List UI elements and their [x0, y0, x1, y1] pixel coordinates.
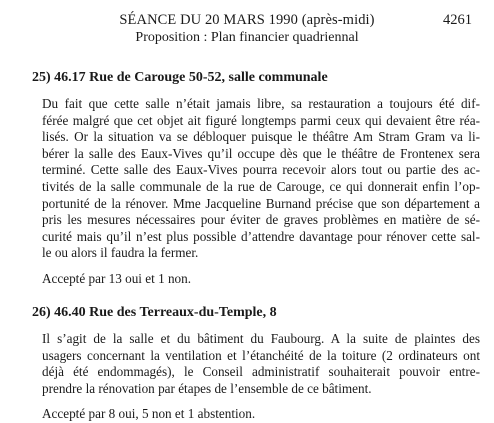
- section-heading: 26) 46.40 Rue des Terreaux-du-Temple, 8: [32, 305, 277, 320]
- vote-result: Accepté par 13 oui et 1 non.: [42, 270, 192, 286]
- body-line: Du fait que cette salle n’était jamais libre, sa restauration a toujours été dif-: [42, 96, 480, 111]
- section-25: [32, 69, 480, 288]
- body-line: curité mais qu’il n’est plus possible d’attendre davantage pour rénover cette sal-: [42, 228, 480, 244]
- page-number: 4261: [443, 12, 472, 28]
- section-body: [32, 96, 480, 262]
- body-line: terminé. Cette salle des Eaux-Vives pourra recevoir alors tout ou partie des ac-: [42, 162, 480, 178]
- session-title: SÉANCE DU 20 MARS 1990 (après-midi): [119, 12, 375, 28]
- body-line: Il s’agit de la salle et du bâtiment du Faubourg. A la suite de plaintes des: [42, 331, 480, 346]
- body-line: prendre la rénovation par étapes de l’ensemble de ce bâtiment.: [42, 380, 372, 396]
- body-line: usagers concernant la ventilation et l’étanchéité de la toiture (2 ordinateurs ont: [42, 347, 480, 363]
- body-line: portunité de la rénover. Mme Jacqueline Burnand précise que son département a: [42, 195, 480, 211]
- section-heading: 25) 46.17 Rue de Carouge 50-52, salle communale: [32, 70, 328, 85]
- section-26: [32, 304, 480, 423]
- section-body: [32, 331, 480, 397]
- body-line: lisés. Or la situation va se débloquer puisque le théâtre Am Stram Gram va li-: [42, 129, 480, 145]
- body-line: pris les mesures nécessaires pour éviter de graves problèmes en matière de sé-: [42, 212, 480, 228]
- vote-result: Accepté par 8 oui, 5 non et 1 abstention.: [42, 406, 256, 422]
- body-line: férée malgré que cet objet ait figuré longtemps parmi ceux qui devaient être réa-: [42, 112, 480, 128]
- body-line: déjà été endommagés), le Conseil administratif souhaiterait pouvoir entre-: [42, 364, 480, 380]
- proposition-subtitle: Proposition : Plan financier quadriennal: [135, 30, 359, 45]
- body-line: le ou alors il faudra la fermer.: [42, 245, 199, 261]
- page-header: [0, 11, 494, 47]
- body-line: tivités de la salle communale de la rue de Carouge, ce qui donnerait enfin l’op-: [42, 178, 480, 194]
- body-line: bérer la salle des Eaux-Vives qu’il occupe dès que le théâtre de Frontenex sera: [42, 145, 480, 161]
